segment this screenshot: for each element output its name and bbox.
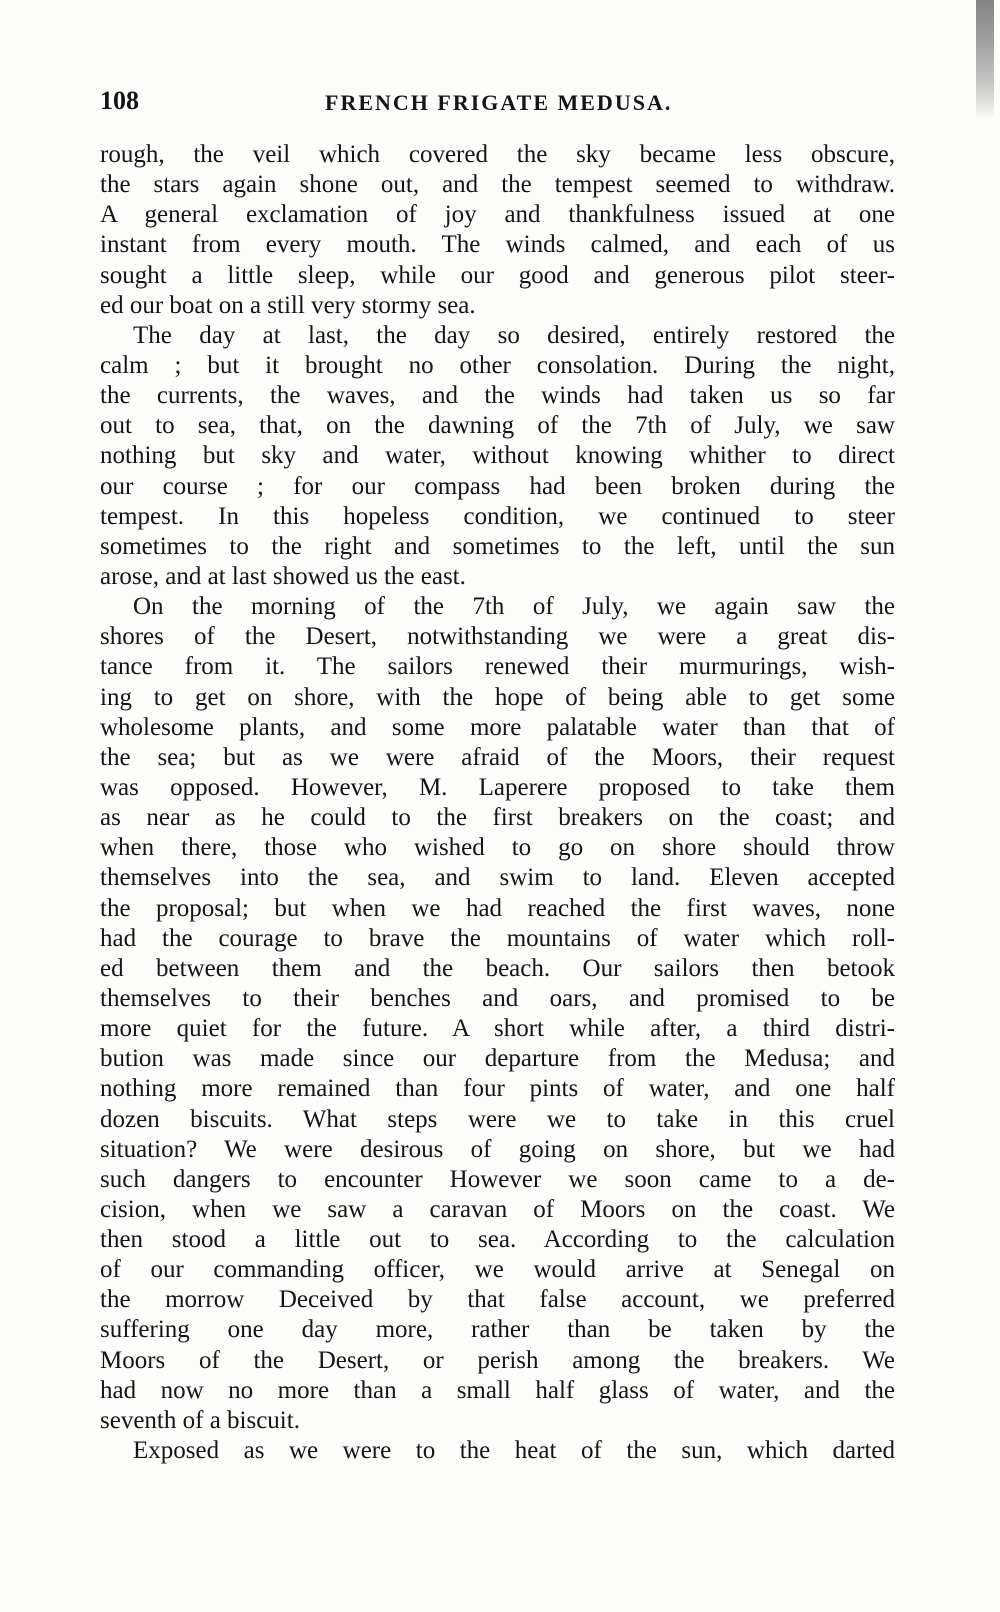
text-line: dozen biscuits. What steps were we to take in this cruel	[100, 1105, 895, 1133]
text-line: more quiet for the future. A short while after, a third distri-	[100, 1015, 895, 1043]
text-line: instant from every mouth. The winds calmed, and each of us	[100, 231, 895, 259]
text-line: cision, when we saw a caravan of Moors on the coast. We	[100, 1195, 895, 1223]
text-line: themselves to their benches and oars, and promised to be	[100, 984, 895, 1012]
text-line: when there, those who wished to go on shore should throw	[100, 834, 895, 862]
text-line: seventh of a biscuit.	[100, 1406, 300, 1434]
text-line: ing to get on shore, with the hope of being able to get some	[100, 683, 895, 711]
page-edge-shadow	[976, 0, 994, 120]
text-line: nothing more remained than four pints of water, and one half	[100, 1075, 895, 1103]
text-line: themselves into the sea, and swim to land. Eleven accepted	[100, 864, 895, 892]
text-line: arose, and at last showed us the east.	[100, 562, 466, 590]
text-line: Moors of the Desert, or perish among the breakers. We	[100, 1346, 895, 1374]
paragraph-first-line: The day at last, the day so desired, entirely restored the	[133, 321, 895, 349]
body-text	[100, 140, 895, 1466]
page-header	[100, 86, 896, 126]
text-line: nothing but sky and water, without knowing whither to direct	[100, 442, 895, 470]
text-line: suffering one day more, rather than be taken by the	[100, 1316, 895, 1344]
paragraph-first-line: Exposed as we were to the heat of the sun, which darted	[133, 1437, 895, 1465]
text-line: the currents, the waves, and the winds had taken us so far	[100, 382, 895, 410]
text-line: tempest. In this hopeless condition, we continued to steer	[100, 502, 895, 530]
page-number: 108	[100, 86, 139, 115]
text-line: wholesome plants, and some more palatable water than that of	[100, 713, 895, 741]
text-line: rough, the veil which covered the sky became less obscure,	[100, 141, 895, 168]
text-line: of our commanding officer, we would arrive at Senegal on	[100, 1256, 895, 1284]
text-line: ed between them and the beach. Our sailors then betook	[100, 954, 895, 982]
text-line: had the courage to brave the mountains of water which roll-	[100, 924, 895, 952]
text-line: ed our boat on a still very stormy sea.	[100, 291, 476, 319]
text-line: the morrow Deceived by that false account, we preferred	[100, 1286, 895, 1314]
text-line: sought a little sleep, while our good and generous pilot steer-	[100, 261, 895, 289]
text-line: our course ; for our compass had been broken during the	[100, 472, 895, 500]
text-line: such dangers to encounter However we soon came to a de-	[100, 1165, 895, 1193]
text-line: the sea; but as we were afraid of the Moors, their request	[100, 743, 895, 771]
text-line: was opposed. However, M. Laperere proposed to take them	[100, 773, 895, 801]
text-line: the proposal; but when we had reached the first waves, none	[100, 894, 895, 922]
text-line: A general exclamation of joy and thankfulness issued at one	[100, 201, 895, 229]
text-line: bution was made since our departure from the Medusa; and	[100, 1045, 895, 1073]
text-line: had now no more than a small half glass of water, and the	[100, 1376, 895, 1404]
text-line: sometimes to the right and sometimes to the left, until the sun	[100, 532, 895, 560]
text-line: situation? We were desirous of going on shore, but we had	[100, 1135, 895, 1163]
text-line: out to sea, that, on the dawning of the 7th of July, we saw	[100, 412, 895, 440]
text-line: the stars again shone out, and the tempest seemed to withdraw.	[100, 171, 895, 199]
paragraph-first-line: On the morning of the 7th of July, we again saw the	[133, 593, 895, 621]
text-line: shores of the Desert, notwithstanding we were a great dis-	[100, 623, 895, 651]
text-line: then stood a little out to sea. According to the calculation	[100, 1226, 895, 1254]
text-line: as near as he could to the first breakers on the coast; and	[100, 804, 895, 832]
text-line: calm ; but it brought no other consolation. During the night,	[100, 351, 895, 379]
running-title: FRENCH FRIGATE MEDUSA.	[325, 90, 673, 115]
text-line: tance from it. The sailors renewed their murmurings, wish-	[100, 653, 895, 681]
